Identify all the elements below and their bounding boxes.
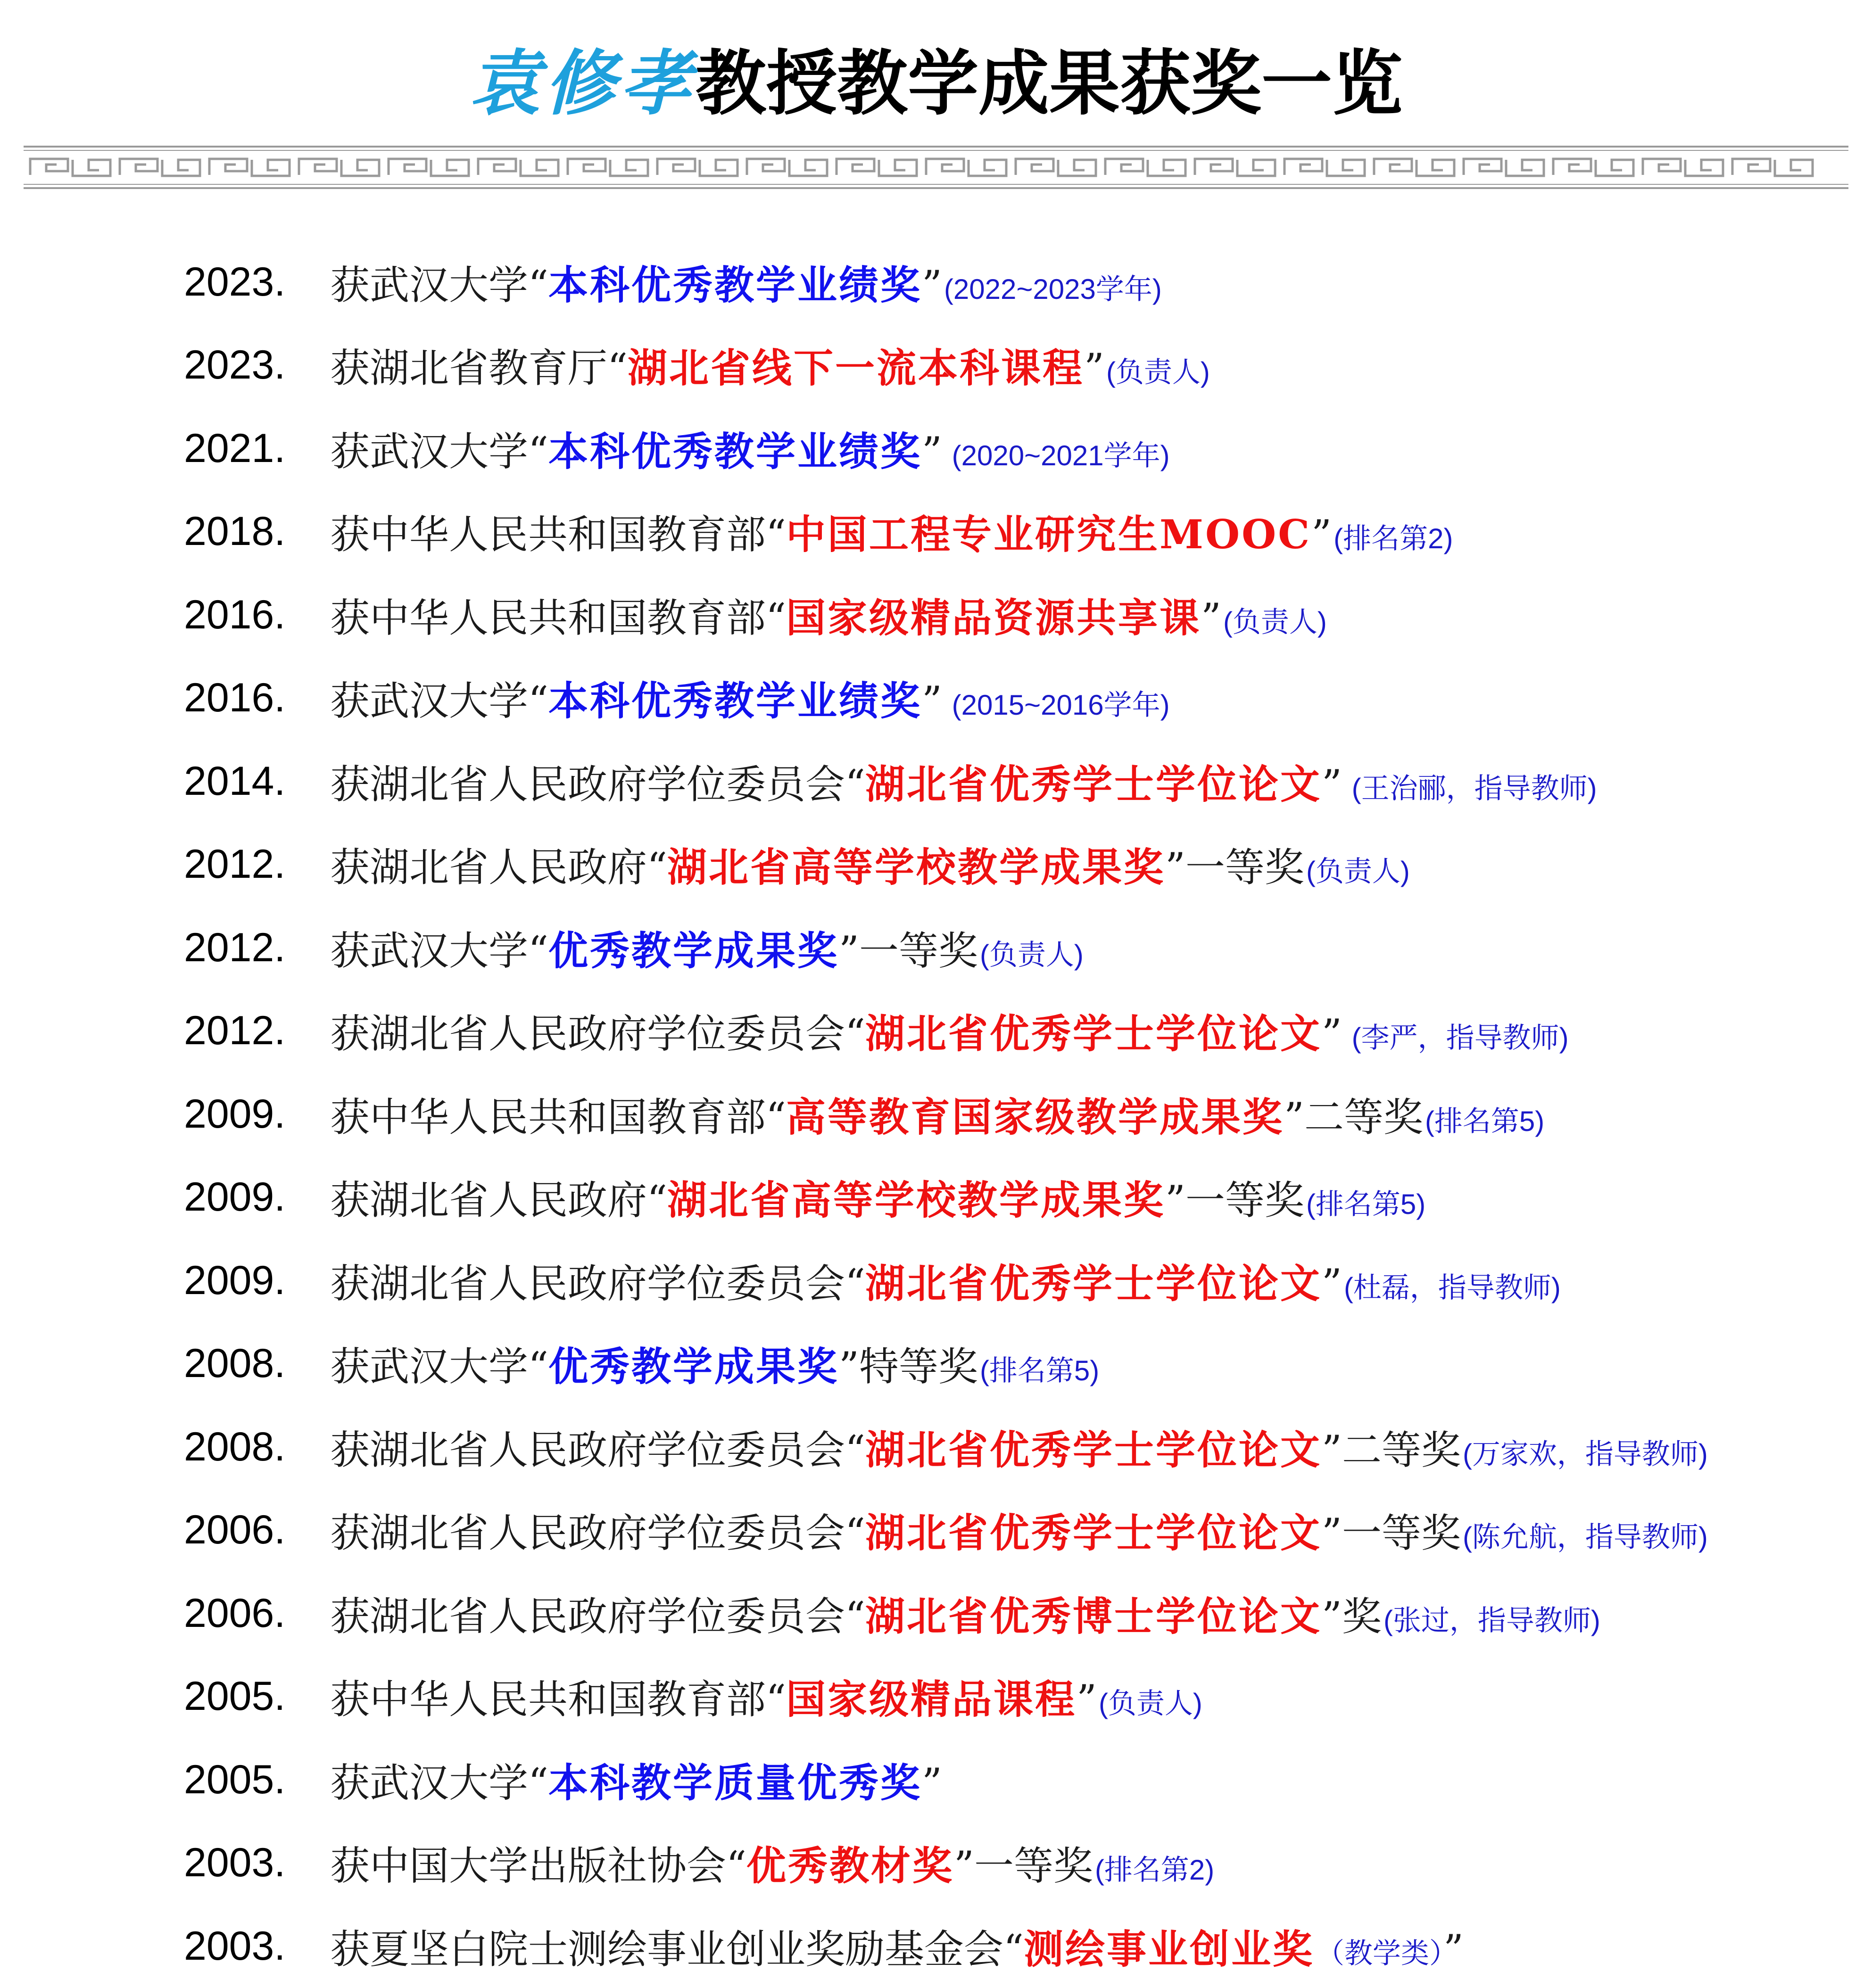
close-quote: ” [1284,1094,1304,1140]
award-name: 国家级精品资源共享课 [786,594,1201,641]
award-year: 2009. [184,1091,286,1137]
award-description [330,919,1084,976]
award-row [184,1905,1853,1988]
award-issuer: 获湖北省教育厅 [330,345,608,392]
award-note: (负责人) [1106,356,1210,388]
award-year: 2006. [184,1590,286,1636]
award-description [330,669,1170,726]
award-name: 湖北省优秀学士学位论文 [865,1510,1322,1557]
open-quote: “ [766,1676,786,1723]
greek-key-motif [1195,159,1275,176]
award-row [184,1072,1853,1156]
award-year: 2012. [184,924,286,970]
close-quote: ” [1321,761,1342,808]
title-text: 教授教学成果获奖一览 [696,43,1403,125]
greek-key-band [30,159,1813,176]
award-issuer: 获中国大学出版社协会 [330,1843,727,1889]
award-note: (万家欢，指导教师) [1462,1438,1708,1470]
award-issuer: 获武汉大学 [330,1344,529,1390]
award-note: (排名第5) [1306,1188,1426,1221]
open-quote: “ [528,1759,548,1806]
award-description [330,1585,1600,1642]
greek-key-motif [30,159,110,176]
greek-key-motif [747,159,827,176]
award-level: 一等奖 [1185,1177,1304,1224]
award-name: 本科优秀教学业绩奖 [548,261,922,308]
close-quote: ” [1201,594,1221,641]
award-issuer: 获武汉大学 [330,927,529,974]
award-issuer: 获中华人民共和国教育部 [330,511,766,558]
award-level: 奖 [1342,1593,1382,1640]
award-issuer: 获湖北省人民政府 [330,844,647,891]
award-year: 2012. [184,1008,286,1054]
open-quote: “ [528,428,548,475]
award-row [184,1572,1853,1655]
award-level: 二等奖 [1342,1427,1461,1473]
award-year: 2016. [184,675,286,721]
award-name: 国家级精品课程 [786,1676,1077,1723]
award-description [330,1419,1708,1476]
award-list [184,240,1853,1988]
award-level: 一等奖 [1342,1510,1461,1557]
award-description [330,420,1170,477]
award-note: (负责人) [979,939,1084,971]
award-row [184,1738,1853,1822]
close-quote: ” [1311,511,1332,558]
close-quote: ” [1321,1593,1342,1640]
award-note: （教学类） [1316,1937,1443,1969]
award-year: 2003. [184,1840,286,1886]
award-issuer: 获湖北省人民政府学位委员会 [330,1260,845,1307]
open-quote: “ [647,1177,667,1224]
close-quote: ” [1443,1926,1464,1972]
greek-key-motif [926,159,1006,176]
open-quote: “ [845,1011,865,1057]
greek-key-motif [1553,159,1633,176]
award-name: 优秀教学成果奖 [548,927,839,974]
award-row [184,990,1853,1073]
award-row [184,1239,1853,1322]
award-year: 2008. [184,1341,286,1386]
open-quote: “ [845,1593,865,1640]
award-row [184,1655,1853,1739]
award-year: 2009. [184,1174,286,1220]
close-quote: ” [1076,1676,1097,1723]
award-note: (排名第5) [979,1355,1100,1387]
award-issuer: 获湖北省人民政府学位委员会 [330,761,845,808]
greek-key-motif [299,159,379,176]
open-quote: “ [528,1344,548,1390]
award-note: (张过，指导教师) [1383,1604,1600,1636]
close-quote: ” [921,428,942,475]
open-quote: “ [1003,1926,1024,1972]
open-quote: “ [766,594,786,641]
greek-key-motif [478,159,558,176]
close-quote: ” [953,1843,974,1889]
greek-key-motif [1464,159,1544,176]
award-issuer: 获中华人民共和国教育部 [330,594,766,641]
award-year: 2005. [184,1757,286,1802]
close-quote: ” [921,1759,942,1806]
title-name: 袁修孝 [469,43,696,125]
award-name: 中国工程专业研究生MOOC [786,511,1312,558]
close-quote: ” [921,678,942,725]
award-level: 一等奖 [974,1843,1093,1889]
award-level: 特等奖 [859,1344,978,1390]
award-description [330,254,1162,311]
award-year: 2021. [184,425,286,471]
award-year: 2005. [184,1674,286,1719]
close-quote: ” [1321,1427,1342,1473]
award-row [184,490,1853,574]
greek-key-motif [1643,159,1723,176]
award-row [184,906,1853,990]
award-name: 湖北省优秀学士学位论文 [865,760,1322,808]
greek-key-motif [568,159,648,176]
award-description [330,1668,1202,1725]
award-row [184,324,1853,407]
award-year: 2003. [184,1923,286,1969]
award-note: (王治郦，指导教师) [1343,772,1597,804]
award-name: 湖北省高等学校教学成果奖 [667,1177,1165,1224]
award-year: 2023. [184,342,286,388]
award-year: 2008. [184,1424,286,1469]
greek-key-motif [657,159,737,176]
award-year: 2012. [184,841,286,887]
award-note: (2015~2016学年) [944,689,1170,721]
award-description [330,503,1453,560]
open-quote: “ [766,1094,786,1140]
greek-key-motif [1732,159,1813,176]
award-note: (排名第2) [1094,1854,1215,1886]
award-note: (排名第2) [1334,523,1453,555]
open-quote: “ [845,1427,865,1473]
award-issuer: 获湖北省人民政府学位委员会 [330,1427,845,1473]
open-quote: “ [766,511,786,558]
open-quote: “ [528,262,548,308]
award-description [330,1751,942,1808]
open-quote: “ [726,1843,746,1889]
award-description [330,753,1597,810]
award-description [330,586,1327,643]
award-description [330,1501,1708,1559]
award-note: (陈允航，指导教师) [1462,1521,1708,1553]
close-quote: ” [838,927,859,974]
award-description [330,1169,1425,1226]
award-row [184,240,1853,324]
close-quote: ” [1084,345,1104,392]
greek-key-motif [120,159,200,176]
greek-key-motif [1105,159,1185,176]
award-name: 湖北省线下一流本科课程 [627,345,1084,392]
award-description [330,337,1210,394]
award-name: 优秀教学成果奖 [548,1343,839,1390]
greek-key-motif [1284,159,1365,176]
award-level: 二等奖 [1304,1094,1423,1140]
award-issuer: 获中华人民共和国教育部 [330,1094,766,1140]
award-year: 2014. [184,758,286,804]
award-row [184,823,1853,907]
award-issuer: 获武汉大学 [330,1759,529,1806]
greek-key-motif [389,159,469,176]
open-quote: “ [845,1260,865,1307]
award-name: 优秀教材奖 [746,1842,954,1889]
award-description [330,1086,1544,1143]
award-row [184,1405,1853,1489]
award-issuer: 获武汉大学 [330,262,529,308]
award-name: 湖北省高等学校教学成果奖 [667,844,1165,891]
greek-key-motif [837,159,917,176]
close-quote: ” [1165,1177,1185,1224]
award-year: 2006. [184,1507,286,1553]
award-year: 2023. [184,259,286,305]
award-issuer: 获夏坚白院士测绘事业创业奖励基金会 [330,1926,1004,1972]
award-level: 一等奖 [859,927,978,974]
greek-key-motif [1374,159,1454,176]
open-quote: “ [528,678,548,725]
close-quote: ” [1321,1011,1342,1057]
award-name: 高等教育国家级教学成果奖 [786,1093,1284,1140]
award-row [184,407,1853,490]
award-name: 测绘事业创业奖 [1023,1925,1314,1972]
award-row [184,1822,1853,1905]
award-name: 湖北省优秀学士学位论文 [865,1010,1322,1057]
award-description [330,1918,1464,1975]
greek-key-motif [1016,159,1096,176]
open-quote: “ [607,345,628,392]
award-note: (排名第5) [1425,1105,1545,1137]
close-quote: ” [838,1344,859,1390]
award-issuer: 获中华人民共和国教育部 [330,1676,766,1723]
award-description [330,1252,1561,1309]
award-issuer: 获湖北省人民政府学位委员会 [330,1510,845,1557]
award-name: 湖北省优秀学士学位论文 [865,1426,1322,1473]
award-note: (2022~2023学年) [944,273,1162,305]
award-row [184,1489,1853,1572]
open-quote: “ [845,1510,865,1557]
award-name: 本科优秀教学业绩奖 [548,428,922,475]
award-year: 2016. [184,592,286,637]
close-quote: ” [1321,1510,1342,1557]
greek-key-divider [24,144,1848,191]
award-description [330,1002,1569,1059]
page-title [0,37,1872,131]
award-name: 本科优秀教学业绩奖 [548,677,922,725]
award-row [184,1156,1853,1239]
open-quote: “ [528,927,548,974]
award-name: 湖北省优秀学士学位论文 [865,1260,1322,1307]
close-quote: ” [921,262,942,308]
award-name: 湖北省优秀博士学位论文 [865,1592,1322,1640]
award-issuer: 获湖北省人民政府学位委员会 [330,1011,845,1057]
award-row [184,573,1853,657]
award-issuer: 获武汉大学 [330,428,529,475]
award-row [184,1322,1853,1406]
greek-key-motif [209,159,290,176]
award-issuer: 获湖北省人民政府学位委员会 [330,1593,845,1640]
award-issuer: 获武汉大学 [330,678,529,725]
award-note: (2020~2021学年) [944,439,1170,471]
close-quote: ” [1165,844,1185,891]
award-issuer: 获湖北省人民政府 [330,1177,647,1224]
award-row [184,740,1853,823]
award-name: 本科教学质量优秀奖 [548,1759,922,1806]
open-quote: “ [647,844,667,891]
award-year: 2018. [184,509,286,554]
award-note: (负责人) [1098,1688,1202,1720]
award-year: 2009. [184,1257,286,1303]
award-description [330,1834,1214,1891]
open-quote: “ [845,761,865,808]
award-note: (负责人) [1306,856,1410,888]
award-note: (负责人) [1223,606,1327,638]
award-note: (杜磊，指导教师) [1343,1271,1561,1303]
award-description [330,1335,1099,1392]
award-description [330,836,1410,893]
award-row [184,657,1853,740]
award-level: 一等奖 [1185,844,1304,891]
close-quote: ” [1321,1260,1342,1307]
award-note: (李严，指导教师) [1343,1022,1569,1054]
